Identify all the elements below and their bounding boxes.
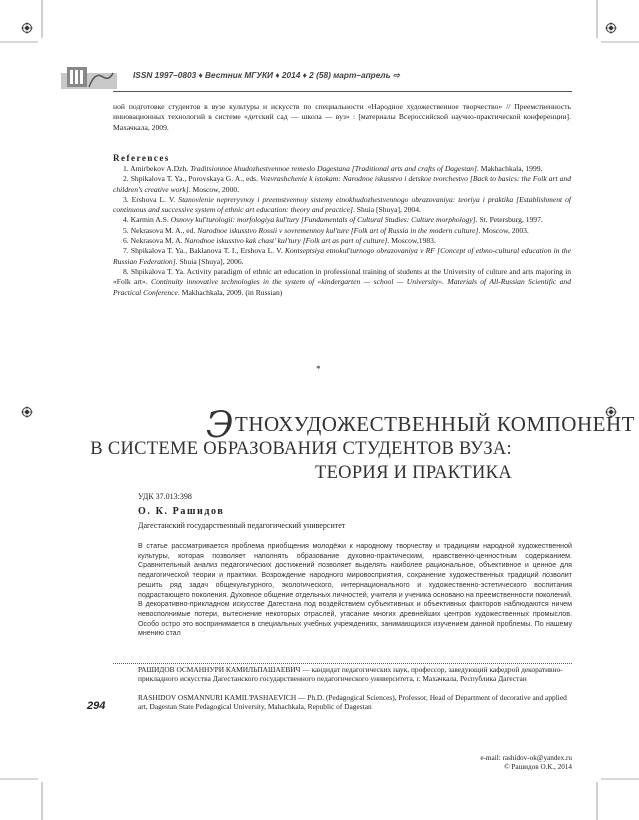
reference-item: 6. Nekrasova M. A. Narodnoe iskusstvo kak chast' kul'tury [Folk art as part of culture]. Moscow,1983. — [123, 236, 436, 246]
reference-item: 5. Nekrasova M. A., ed. Narodnoe iskusstvo Rossii v sovremennoy kul'ture [Folk art of Russia in the modern culture]. Moscow, 2003. — [123, 225, 529, 235]
author-info-en: RASHIDOV OSMANNURI KAMIL'PASHAEVICH — Ph.D. (Pedagogical Sciences), Professor, Head of Department of decorative and applied art, Dagestan State Pedagogical University, Mahachkala, Republic of Dagestan — [138, 693, 567, 711]
journal-logo-icon — [61, 65, 117, 89]
title-line1-text: ТНОХУДОЖЕСТВЕННЫЙ КОМПОНЕНТ — [235, 412, 635, 436]
reference-item: 2. Shpikalova T. Ya., Porovskaya G. A., eds. Vozvrashchenie k istokam: Narodnoe iskusstvo i detskoe tvorchestvo [Back to basics: the Folk art and children's creative work]. Moscow, 2000. — [113, 174, 571, 194]
article-title-line3: ТЕОРИЯ И ПРАКТИКА — [314, 463, 512, 483]
reference-item: 4. Karmin A.S. Osnovy kul'turologii: morfologiya kul'tury [Fundamentals of Cultural Studies: Culture morphology]. St. Petersburg, 1997. — [123, 215, 543, 225]
article-title-line2: В СИСТЕМЕ ОБРАЗОВАНИЯ СТУДЕНТОВ ВУЗА: — [90, 439, 512, 459]
reference-item: 8. Shpikalova T. Ya. Activity paradigm of ethnic art education in professional training of students at the University of culture and arts majoring in «Folk art». Continuity innovative technologies in the system of «kindergarten — school — University». Materials of All-Russian Scientific and Practical Conference. Makhachkala, 2009. (in Russian) — [113, 266, 571, 297]
author-info-ru: РАШИДОВ ОСМАННУРИ КАМИЛЬПАШАЕВИЧ — кандидат педагогических наук, профессор, заведующий кафедрой декоративно-прикладного искусства Дагестанского государственного педагогического университета, г. Махачкала, Республика Дагестан — [138, 665, 563, 683]
header-journal-info: ISSN 1997–0803 ♦ Вестник МГУКИ ♦ 2014 ♦ 2 (58) март–апрель ⇨ — [133, 70, 400, 80]
references-heading: References — [113, 153, 170, 163]
udk-code: УДК 37.013:398 — [138, 492, 192, 501]
article-abstract: В статье рассматривается проблема приобщения молодёжи к народному творчеству и традициям народной художественной культуры, которая позволяет наполнять образование духовно-практическим, нравственно-ценностным содержанием. Сравнительный анализ педагогических достижений позволяет выделять наиболее рациональное, объективное и ценное для педагогической теории и практики. Возрождение народного мировосприятия, сохранение художественных традиций позволит решить ряд задач общекультурного, экологического, интернационального и художественно-эстетического воспитания подрастающего поколения. Духовное общение отдельных личностей, учителя и ученика основано на преемственности поколений. В декоративно-прикладном искусстве Дагестана под воздействием субъективных и объективных факторов наблюдаются ничем невосполнимые потери, вытеснение некоторых отраслей, угасание многих древнейших центров художественных промыслов. Особо остро это воспринимается в специальных учебных учреждениях, занимающихся изучением данной проблемы. По нашему мнению стал — [138, 542, 572, 638]
reference-item: 1. Amirbekov A.Dzh. Traditsionnoe khudozhestvennoe remeslo Dagestana [Traditional arts and crafts of Dagestan]. Makhachkala, 1999. — [123, 164, 543, 173]
contact-block — [480, 754, 572, 772]
copyright: © Рашидов О.К., 2014 — [504, 762, 572, 771]
page-number: 294 — [87, 700, 106, 712]
title-initial: Э — [206, 405, 235, 446]
author-email: e-mail: rashidov-ok@yandex.ru — [480, 754, 572, 762]
footnote-rule — [113, 663, 572, 664]
reference-item: 3. Ershova L. V. Stanovlenie nepreryvnoy i preemstvennoy sistemy etnokhudozhestvennogo obrazovaniya: teoriya i praktika [Establishment of continuous and successive system of ethnic art education: theory and practice]. Shuia [Shuya], 2004. — [113, 194, 571, 215]
running-header — [61, 65, 578, 89]
reference-item: 7. Shpikalova T. Ya., Baklanova T. I., Ershova L. V. Kontseptsiya etnokul'turnogo obrazovaniya v RF [Concept of ethno-cultural education in the Russian Federation]. Shuia [Shuya], 2006. — [113, 246, 571, 266]
continuation-paragraph: ной подготовке студентов в вузе культуры и искусств по специальности «Народное художественное творчество» // Преемственность инновационных технологий в системе «детский сад — школа — вуз» : [материалы Всероссийской научно-практической конференции]. Махачкала, 2009. — [113, 102, 571, 132]
references-list — [113, 164, 571, 298]
section-separator: * — [316, 364, 321, 374]
header-rule — [113, 91, 572, 92]
author-affiliation: Дагестанский государственный педагогический университет — [138, 521, 346, 530]
author-name: О. К. Рашидов — [138, 506, 225, 517]
